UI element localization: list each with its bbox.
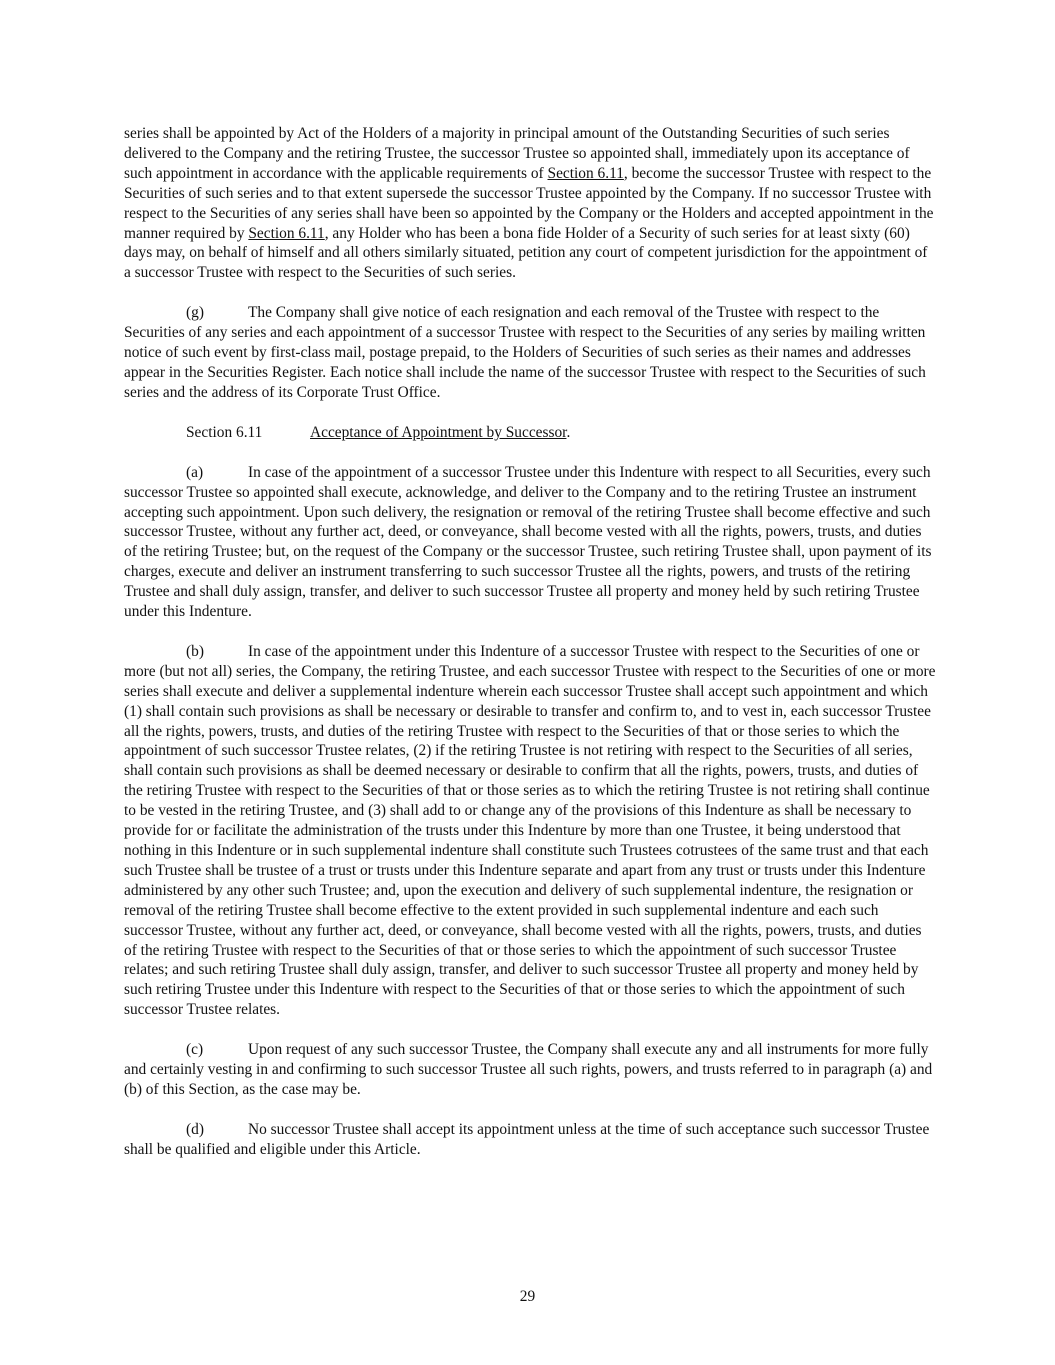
paragraph-marker: (a)	[186, 463, 204, 481]
paragraph-marker: (c)	[186, 1041, 204, 1059]
section-title: Acceptance of Appointment by Successor	[310, 423, 567, 441]
section-number: Section 6.11	[186, 423, 263, 441]
section-title-period: .	[566, 423, 571, 441]
continuation-text-2: , become the successor Trustee with respect to the Securities of such series and to that extent supersede the successor Trustee appointed by the Company. If no successor Trustee with respect to the Securities of any series shall have been so appointed by the Company or the Holders and accepted appointment in the manner required by	[124, 164, 934, 242]
paragraph-marker: (g)	[186, 304, 204, 322]
continuation-paragraph	[124, 124, 936, 283]
continuation-text-1: series shall be appointed by Act of the Holders of a majority in principal amount of the Outstanding Securities of such series delivered to the Company and the retiring Trustee, the successor Trustee so appointed shall, immediately upon its acceptance of such appointment in accordance with the applicable requirements of	[124, 125, 910, 182]
document-page	[124, 124, 936, 1180]
paragraph-marker: (d)	[186, 1120, 204, 1138]
paragraph-text: The Company shall give notice of each resignation and each removal of the Trustee with respect to the Securities of any series and each appointment of a successor Trustee with respect to the Securities of any series by mailing written notice of such event by first-class mail, postage prepaid, to the Holders of Securities of such series as their names and addresses appear in the Securities Register. Each notice shall include the name of the successor Trustee with respect to the Securities of such series and the address of its Corporate Trust Office.	[124, 304, 926, 401]
section-reference-link: Section 6.11	[547, 164, 624, 182]
paragraph-c	[124, 1040, 936, 1100]
paragraph-text: Upon request of any such successor Trustee, the Company shall execute any and all instruments for more fully and certainly vesting in and confirming to such successor Trustee all such rights, powers, and trusts referred to in paragraph (a) and (b) of this Section, as the case may be.	[124, 1041, 933, 1098]
section-heading	[124, 423, 936, 443]
page-number: 29	[519, 1288, 536, 1305]
section-reference-link: Section 6.11	[248, 224, 325, 242]
paragraph-d	[124, 1120, 936, 1160]
paragraph-text: In case of the appointment under this Indenture of a successor Trustee with respect to the Securities of one or more (but not all) series, the Company, the retiring Trustee, and each successor Trustee with respect to the Securities of one or more series shall execute and deliver a supplemental indenture wherein each successor Trustee shall accept such appointment and which (1) shall contain such provisions as shall be necessary or desirable to transfer and confirm to, and to vest in, each successor Trustee all the rights, powers, trusts, and duties of the retiring Trustee with respect to the Securities of that or those series to which the appointment of such successor Trustee relates, (2) if the retiring Trustee is not retiring with respect to the Securities of all series, shall contain such provisions as shall be deemed necessary or desirable to confirm that all the rights, powers, trusts, and duties of the retiring Trustee with respect to the Securities of that or those series as to which the retiring Trustee is not retiring shall continue to be vested in the retiring Trustee, and (3) shall add to or change any of the provisions of this Indenture as shall be necessary to provide for or facilitate the administration of the trusts under this Indenture by more than one Trustee, it being understood that nothing in this Indenture or in such supplemental indenture shall constitute such Trustees cotrustees of the same trust and that each such Trustee shall be trustee of a trust or trusts under this Indenture separate and apart from any trust or trusts under this Indenture administered by any other such Trustee; and, upon the execution and delivery of such supplemental indenture, the resignation or removal of the retiring Trustee shall become effective to the extent provided in such supplemental indenture and each such successor Trustee, without any further act, deed, or conveyance, shall become vested with all the rights, powers, trusts, and duties of the retiring Trustee with respect to the Securities of that or those series to which the appointment of such successor Trustee relates; and such retiring Trustee shall duly assign, transfer, and deliver to such successor Trustee all property and money held by such retiring Trustee under this Indenture with respect to the Securities of that or those series to which the appointment of such successor Trustee relates.	[124, 642, 936, 1019]
paragraph-text: In case of the appointment of a successor Trustee under this Indenture with respect to all Securities, every such successor Trustee so appointed shall execute, acknowledge, and deliver to the Company and to the retiring Trustee an instrument accepting such appointment. Upon such delivery, the resignation or removal of the retiring Trustee shall become effective and such successor Trustee, without any further act, deed, or conveyance, shall become vested with all the rights, powers, trusts, and duties of the retiring Trustee; but, on the request of the Company or the successor Trustee, such retiring Trustee shall, upon payment of its charges, execute and deliver an instrument transferring to such successor Trustee all the rights, powers, and trusts of the retiring Trustee and shall duly assign, transfer, and deliver to such successor Trustee all property and money held by such retiring Trustee under this Indenture.	[124, 463, 932, 621]
paragraph-g	[124, 303, 936, 403]
continuation-text-3: , any Holder who has been a bona fide Holder of a Security of such series for at least sixty (60) days may, on behalf of himself and all others similarly situated, petition any court of competent jurisdiction for the appointment of a successor Trustee with respect to the Securities of such series.	[124, 224, 928, 282]
paragraph-b	[124, 642, 936, 1020]
paragraph-text: No successor Trustee shall accept its appointment unless at the time of such acceptance such successor Trustee shall be qualified and eligible under this Article.	[124, 1120, 930, 1158]
paragraph-marker: (b)	[186, 642, 204, 660]
paragraph-a	[124, 463, 936, 622]
